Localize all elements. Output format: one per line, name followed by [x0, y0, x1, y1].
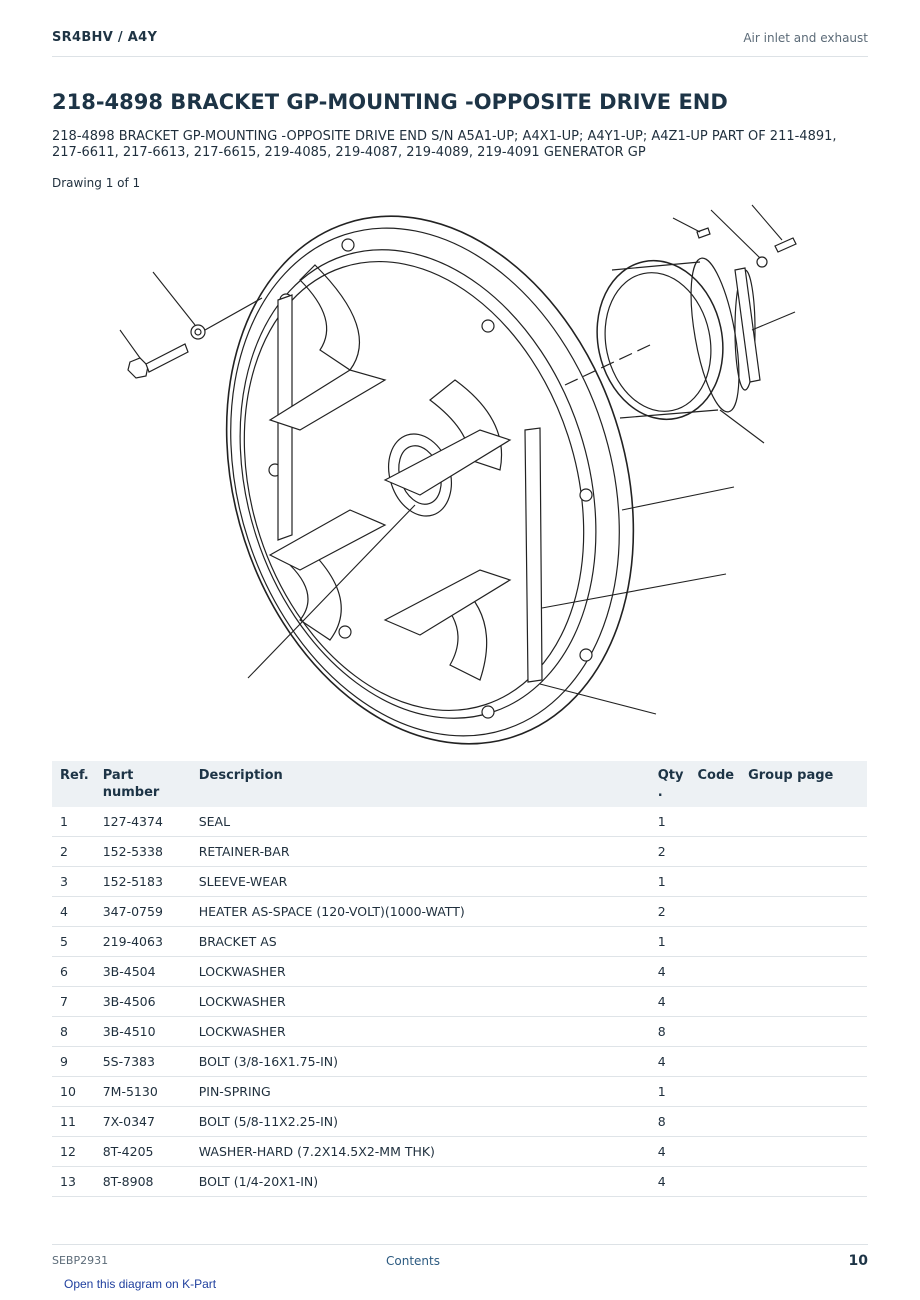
- cell-qty: 8: [650, 1017, 690, 1047]
- parts-table: [52, 761, 867, 1197]
- cell-part-number: 219-4063: [95, 927, 191, 957]
- cell-code: [689, 927, 740, 957]
- cell-qty: 1: [650, 867, 690, 897]
- page-number: 10: [848, 1253, 868, 1269]
- cell-description: SLEEVE-WEAR: [191, 867, 650, 897]
- cell-qty: 4: [650, 987, 690, 1017]
- cell-ref: 1: [52, 807, 95, 837]
- cell-qty: 4: [650, 1167, 690, 1197]
- cell-ref: 7: [52, 987, 95, 1017]
- table-header-row: [52, 761, 867, 807]
- table-row: [52, 1047, 867, 1077]
- cell-part-number: 7M-5130: [95, 1077, 191, 1107]
- page-subtitle: 218-4898 BRACKET GP-MOUNTING -OPPOSITE DRIVE END S/N A5A1-UP; A4X1-UP; A4Y1-UP; A4Z1-UP PART OF 211-4891, 217-6611, 217-6613, 217-6615, 219-4085, 219-4087, 219-4089, 219-4091 GENERATOR GP: [52, 129, 837, 160]
- table-row: [52, 867, 867, 897]
- page-footer: [52, 1244, 868, 1275]
- table-row: [52, 1137, 867, 1167]
- cell-description: BOLT (5/8-11X2.25-IN): [191, 1107, 650, 1137]
- wear-sleeve-outer: [583, 249, 738, 431]
- cell-qty: 2: [650, 897, 690, 927]
- cell-ref: 2: [52, 837, 95, 867]
- right-bolts: [697, 228, 796, 267]
- cell-description: LOCKWASHER: [191, 957, 650, 987]
- cell-qty: 1: [650, 807, 690, 837]
- cell-group-page: [740, 1107, 867, 1137]
- cell-qty: 8: [650, 1107, 690, 1137]
- cell-qty: 1: [650, 1077, 690, 1107]
- header-qty: Qty .: [650, 761, 690, 807]
- table-row: [52, 1077, 867, 1107]
- cell-description: LOCKWASHER: [191, 987, 650, 1017]
- cell-group-page: [740, 1077, 867, 1107]
- cell-qty: 4: [650, 957, 690, 987]
- heater-brackets: [270, 370, 510, 635]
- cell-ref: 11: [52, 1107, 95, 1137]
- cell-code: [689, 837, 740, 867]
- cell-code: [689, 807, 740, 837]
- table-row: [52, 1167, 867, 1197]
- cell-qty: 1: [650, 927, 690, 957]
- drawing-label: Drawing 1 of 1: [52, 176, 141, 190]
- cell-code: [689, 867, 740, 897]
- cell-part-number: 8T-8908: [95, 1167, 191, 1197]
- cell-ref: 8: [52, 1017, 95, 1047]
- cell-part-number: 5S-7383: [95, 1047, 191, 1077]
- cell-part-number: 152-5183: [95, 867, 191, 897]
- header-group-page: Group page: [740, 761, 867, 807]
- cell-description: PIN-SPRING: [191, 1077, 650, 1107]
- cell-ref: 9: [52, 1047, 95, 1077]
- cell-code: [689, 1047, 740, 1077]
- open-kpart-link[interactable]: Open this diagram on K-Part: [64, 1277, 217, 1291]
- cell-part-number: 3B-4504: [95, 957, 191, 987]
- cell-part-number: 3B-4506: [95, 987, 191, 1017]
- cell-description: RETAINER-BAR: [191, 837, 650, 867]
- table-row: [52, 897, 867, 927]
- model-label: SR4BHV / A4Y: [52, 30, 158, 45]
- cell-group-page: [740, 1047, 867, 1077]
- document-id: SEBP2931: [52, 1254, 109, 1267]
- cell-description: WASHER-HARD (7.2X14.5X2-MM THK): [191, 1137, 650, 1167]
- contents-link[interactable]: Contents: [386, 1254, 440, 1268]
- cell-code: [689, 1077, 740, 1107]
- wear-sleeve-inner: [593, 263, 724, 422]
- cell-description: SEAL: [191, 807, 650, 837]
- table-row: [52, 807, 867, 837]
- header-description: Description: [191, 761, 650, 807]
- table-row: [52, 987, 867, 1017]
- cell-description: BOLT (3/8-16X1.75-IN): [191, 1047, 650, 1077]
- cell-ref: 5: [52, 927, 95, 957]
- cell-part-number: 347-0759: [95, 897, 191, 927]
- cell-code: [689, 1017, 740, 1047]
- table-row: [52, 1017, 867, 1047]
- cell-description: BRACKET AS: [191, 927, 650, 957]
- cell-group-page: [740, 987, 867, 1017]
- cell-code: [689, 1137, 740, 1167]
- cell-ref: 12: [52, 1137, 95, 1167]
- cell-group-page: [740, 1137, 867, 1167]
- cell-code: [689, 987, 740, 1017]
- cell-group-page: [740, 867, 867, 897]
- exploded-parts-diagram: [40, 196, 880, 746]
- page-title: 218-4898 BRACKET GP-MOUNTING -OPPOSITE DRIVE END: [52, 90, 728, 114]
- cell-group-page: [740, 897, 867, 927]
- cell-description: HEATER AS-SPACE (120-VOLT)(1000-WATT): [191, 897, 650, 927]
- cell-part-number: 8T-4205: [95, 1137, 191, 1167]
- section-label: Air inlet and exhaust: [743, 31, 868, 45]
- centerline: [565, 345, 650, 385]
- cell-description: BOLT (1/4-20X1-IN): [191, 1167, 650, 1197]
- cell-group-page: [740, 1167, 867, 1197]
- table-row: [52, 1107, 867, 1137]
- cell-part-number: 3B-4510: [95, 1017, 191, 1047]
- cell-ref: 6: [52, 957, 95, 987]
- cell-description: LOCKWASHER: [191, 1017, 650, 1047]
- cell-group-page: [740, 1017, 867, 1047]
- cell-part-number: 127-4374: [95, 807, 191, 837]
- header-code: Code: [689, 761, 740, 807]
- cell-qty: 4: [650, 1047, 690, 1077]
- cell-ref: 13: [52, 1167, 95, 1197]
- table-row: [52, 927, 867, 957]
- cell-ref: 10: [52, 1077, 95, 1107]
- cell-part-number: 7X-0347: [95, 1107, 191, 1137]
- cell-code: [689, 957, 740, 987]
- cell-part-number: 152-5338: [95, 837, 191, 867]
- header-ref: Ref.: [52, 761, 95, 807]
- cell-group-page: [740, 957, 867, 987]
- cell-group-page: [740, 927, 867, 957]
- page-header: [52, 28, 868, 57]
- cell-group-page: [740, 837, 867, 867]
- cell-ref: 4: [52, 897, 95, 927]
- header-part-number: Part number: [95, 761, 191, 807]
- cell-qty: 4: [650, 1137, 690, 1167]
- cell-code: [689, 1167, 740, 1197]
- cell-code: [689, 897, 740, 927]
- cell-code: [689, 1107, 740, 1137]
- cell-qty: 2: [650, 837, 690, 867]
- table-row: [52, 957, 867, 987]
- cell-ref: 3: [52, 867, 95, 897]
- table-row: [52, 837, 867, 867]
- cell-group-page: [740, 807, 867, 837]
- left-bolt: [128, 325, 205, 378]
